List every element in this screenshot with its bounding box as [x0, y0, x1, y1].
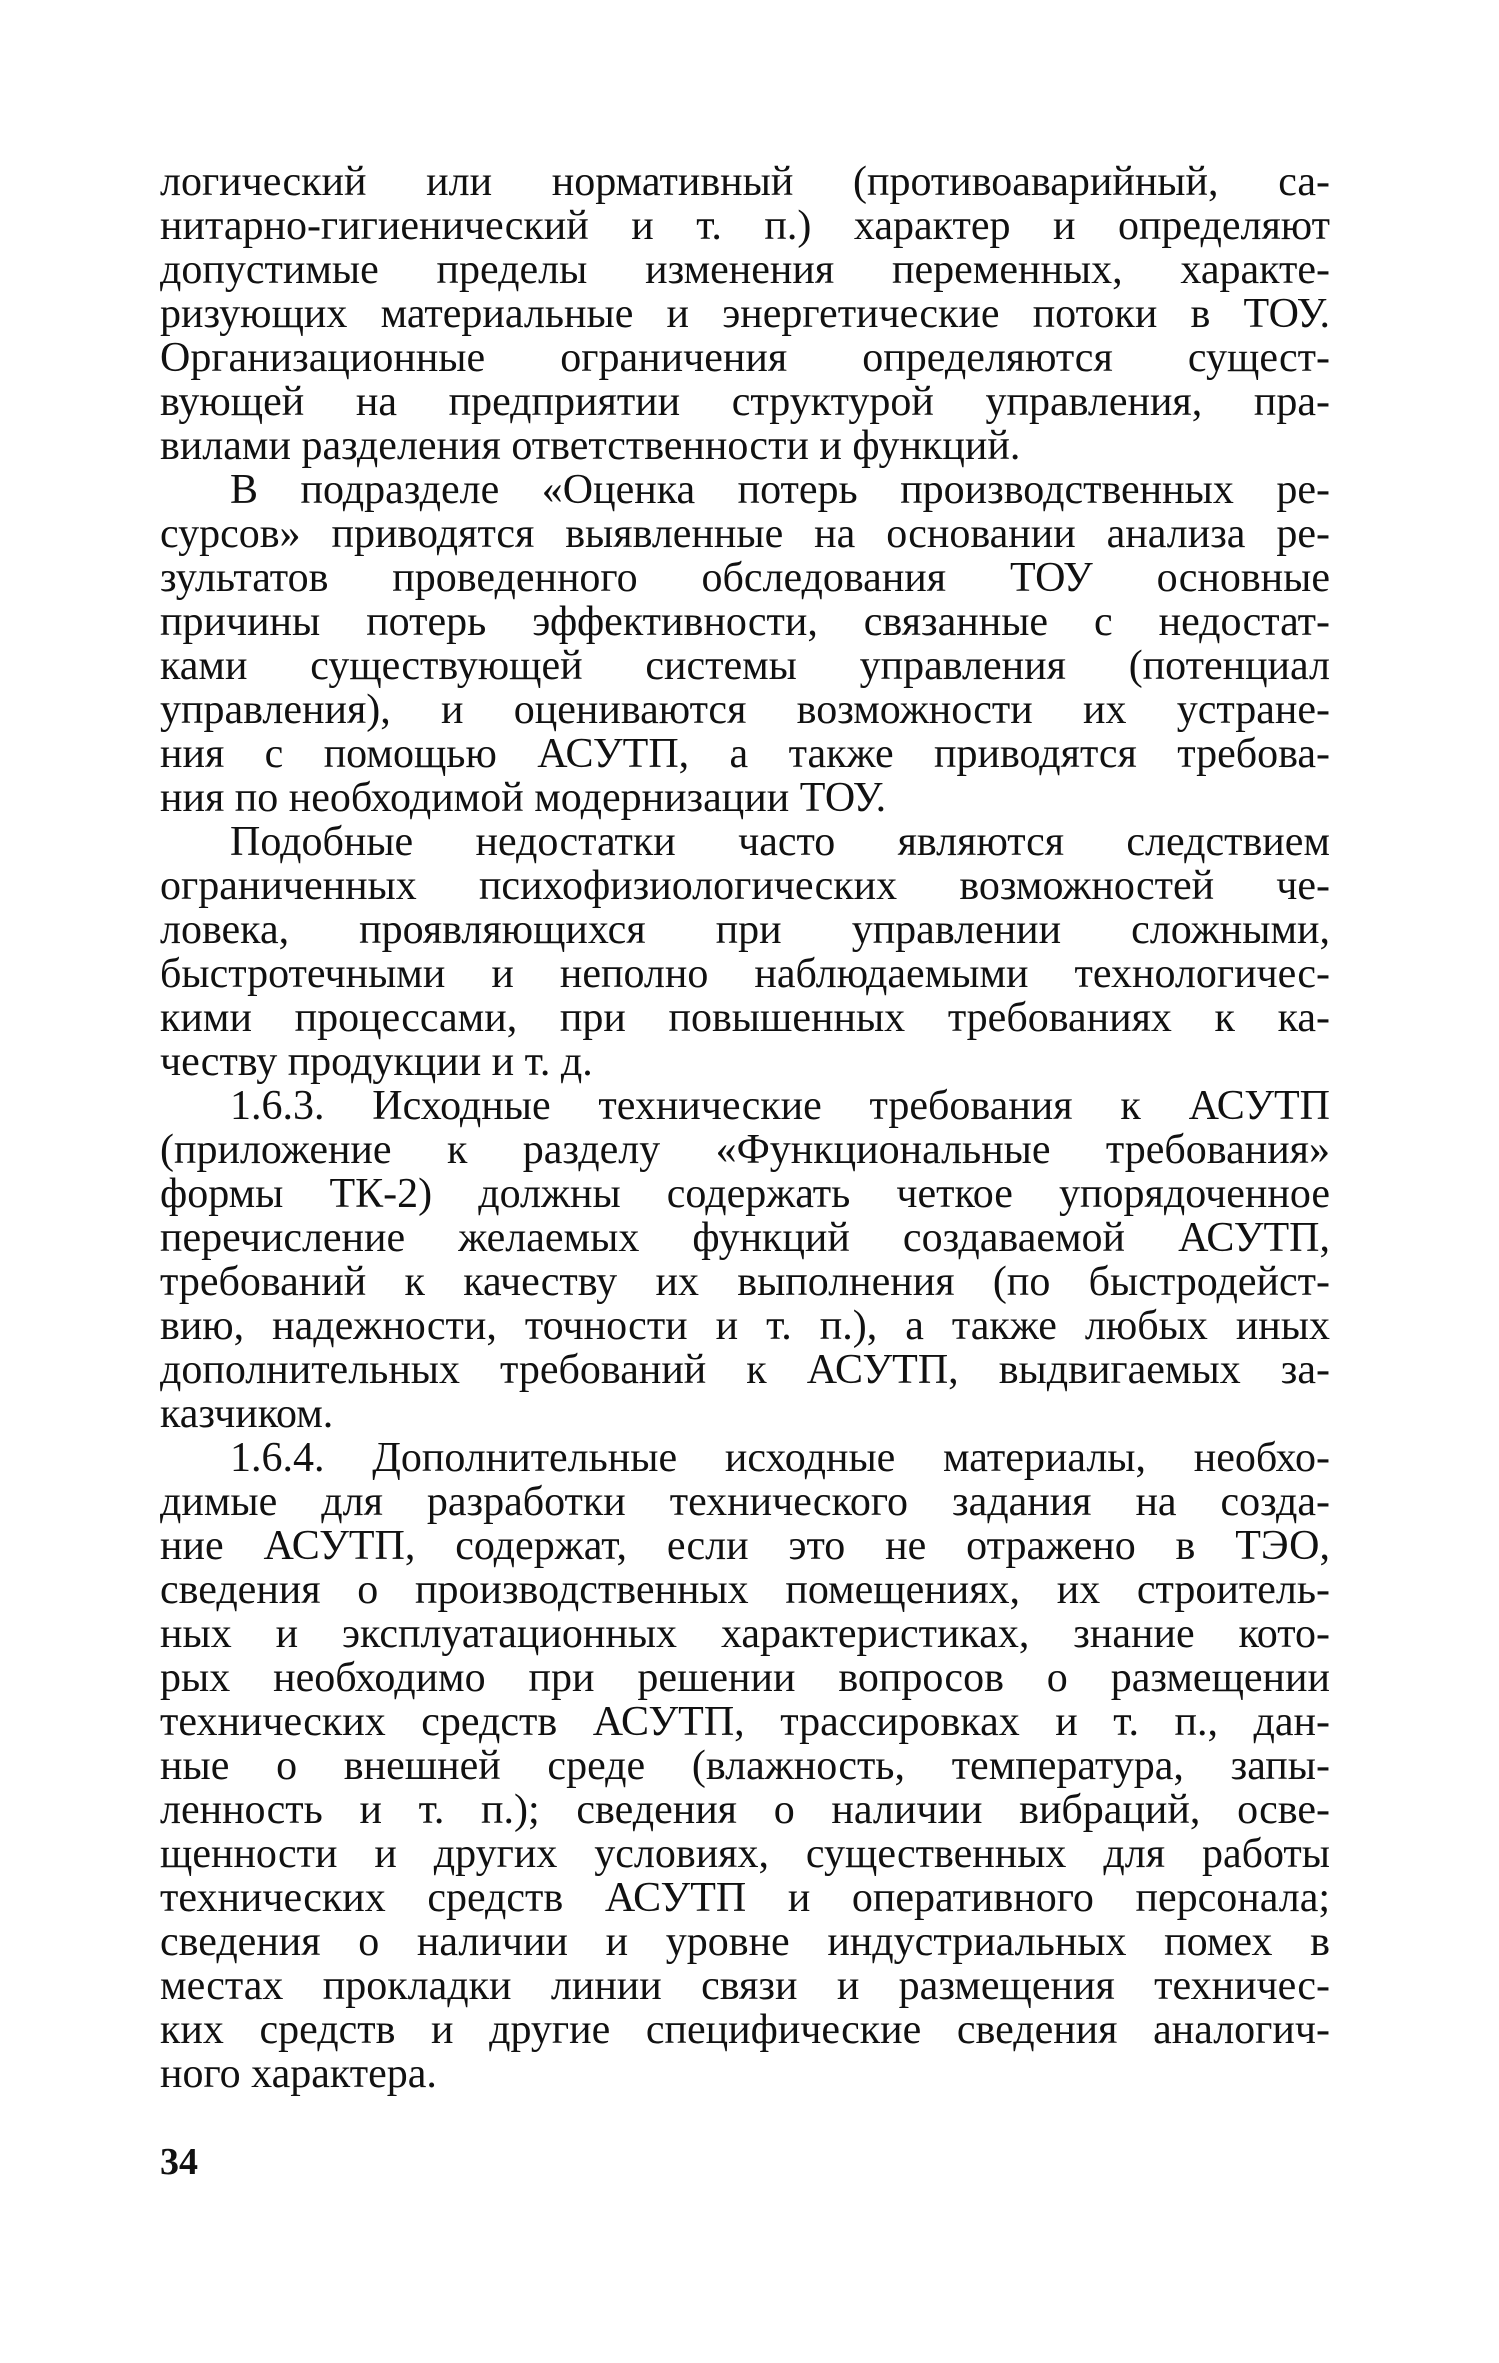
text-line: ограниченных психофизиологических возможностей че- — [160, 863, 1330, 909]
text-line: вию, надежности, точности и т. п.), а также любых иных — [160, 1303, 1330, 1349]
text-line: 1.6.4. Дополнительные исходные материалы, необхо- — [230, 1435, 1330, 1481]
text-line: казчиком. — [160, 1391, 334, 1437]
text-line: местах прокладки линии связи и размещения техничес- — [160, 1963, 1330, 2009]
text-line: допустимые пределы изменения переменных, характе- — [160, 247, 1330, 293]
text-line: ния с помощью АСУТП, а также приводятся требова- — [160, 731, 1330, 777]
text-line: честву продукции и т. д. — [160, 1039, 593, 1085]
paragraph-2 — [160, 468, 1330, 820]
page-body — [160, 160, 1330, 2096]
text-line: ленность и т. п.); сведения о наличии вибраций, осве- — [160, 1787, 1330, 1833]
paragraph-5 — [160, 1436, 1330, 2096]
text-line: перечисление желаемых функций создаваемой АСУТП, — [160, 1215, 1330, 1261]
text-line: ного характера. — [160, 2051, 437, 2097]
text-line: зультатов проведенного обследования ТОУ основные — [160, 555, 1330, 601]
text-line: дополнительных требований к АСУТП, выдвигаемых за- — [160, 1347, 1330, 1393]
text-line: ные о внешней среде (влажность, температура, запы- — [160, 1743, 1330, 1789]
text-line: ких средств и другие специфические сведения аналогич- — [160, 2007, 1330, 2053]
text-line: технических средств АСУТП, трассировках и т. п., дан- — [160, 1699, 1330, 1745]
paragraph-3 — [160, 820, 1330, 1084]
text-line: (приложение к разделу «Функциональные требования» — [160, 1127, 1330, 1173]
text-line: ризующих материальные и энергетические потоки в ТОУ. — [160, 291, 1330, 337]
text-line: формы ТК-2) должны содержать четкое упорядоченное — [160, 1171, 1330, 1217]
text-line: 1.6.3. Исходные технические требования к АСУТП — [230, 1083, 1330, 1129]
text-line: В подразделе «Оценка потерь производственных ре- — [230, 467, 1330, 513]
text-line: вующей на предприятии структурой управления, пра- — [160, 379, 1330, 425]
text-line: ловека, проявляющихся при управлении сложными, — [160, 907, 1330, 953]
text-line: сведения о наличии и уровне индустриальных помех в — [160, 1919, 1330, 1965]
text-line: требований к качеству их выполнения (по быстродейст- — [160, 1259, 1330, 1305]
text-line: ние АСУТП, содержат, если это не отражено в ТЭО, — [160, 1523, 1330, 1569]
text-line: причины потерь эффективности, связанные с недостат- — [160, 599, 1330, 645]
text-line: управления), и оцениваются возможности их устране- — [160, 687, 1330, 733]
text-line: ных и эксплуатационных характеристиках, знание кото- — [160, 1611, 1330, 1657]
page-number: 34 — [160, 2141, 198, 2183]
text-line: логический или нормативный (противоаварийный, са- — [160, 159, 1330, 205]
text-line: сурсов» приводятся выявленные на основании анализа ре- — [160, 511, 1330, 557]
text-line: ками существующей системы управления (потенциал — [160, 643, 1330, 689]
text-line: рых необходимо при решении вопросов о размещении — [160, 1655, 1330, 1701]
paragraph-1 — [160, 160, 1330, 468]
text-line: Подобные недостатки часто являются следствием — [230, 819, 1330, 865]
text-line: нитарно-гигиенический и т. п.) характер и определяют — [160, 203, 1330, 249]
paragraph-4 — [160, 1084, 1330, 1436]
text-line: димые для разработки технического задания на созда- — [160, 1479, 1330, 1525]
text-line: технических средств АСУТП и оперативного персонала; — [160, 1875, 1330, 1921]
text-line: Организационные ограничения определяются сущест- — [160, 335, 1330, 381]
text-line: кими процессами, при повышенных требованиях к ка- — [160, 995, 1330, 1041]
text-line: вилами разделения ответственности и функций. — [160, 423, 1021, 469]
text-line: ния по необходимой модернизации ТОУ. — [160, 775, 887, 821]
text-line: быстротечными и неполно наблюдаемыми технологичес- — [160, 951, 1330, 997]
text-line: сведения о производственных помещениях, их строитель- — [160, 1567, 1330, 1613]
text-line: щенности и других условиях, существенных для работы — [160, 1831, 1330, 1877]
